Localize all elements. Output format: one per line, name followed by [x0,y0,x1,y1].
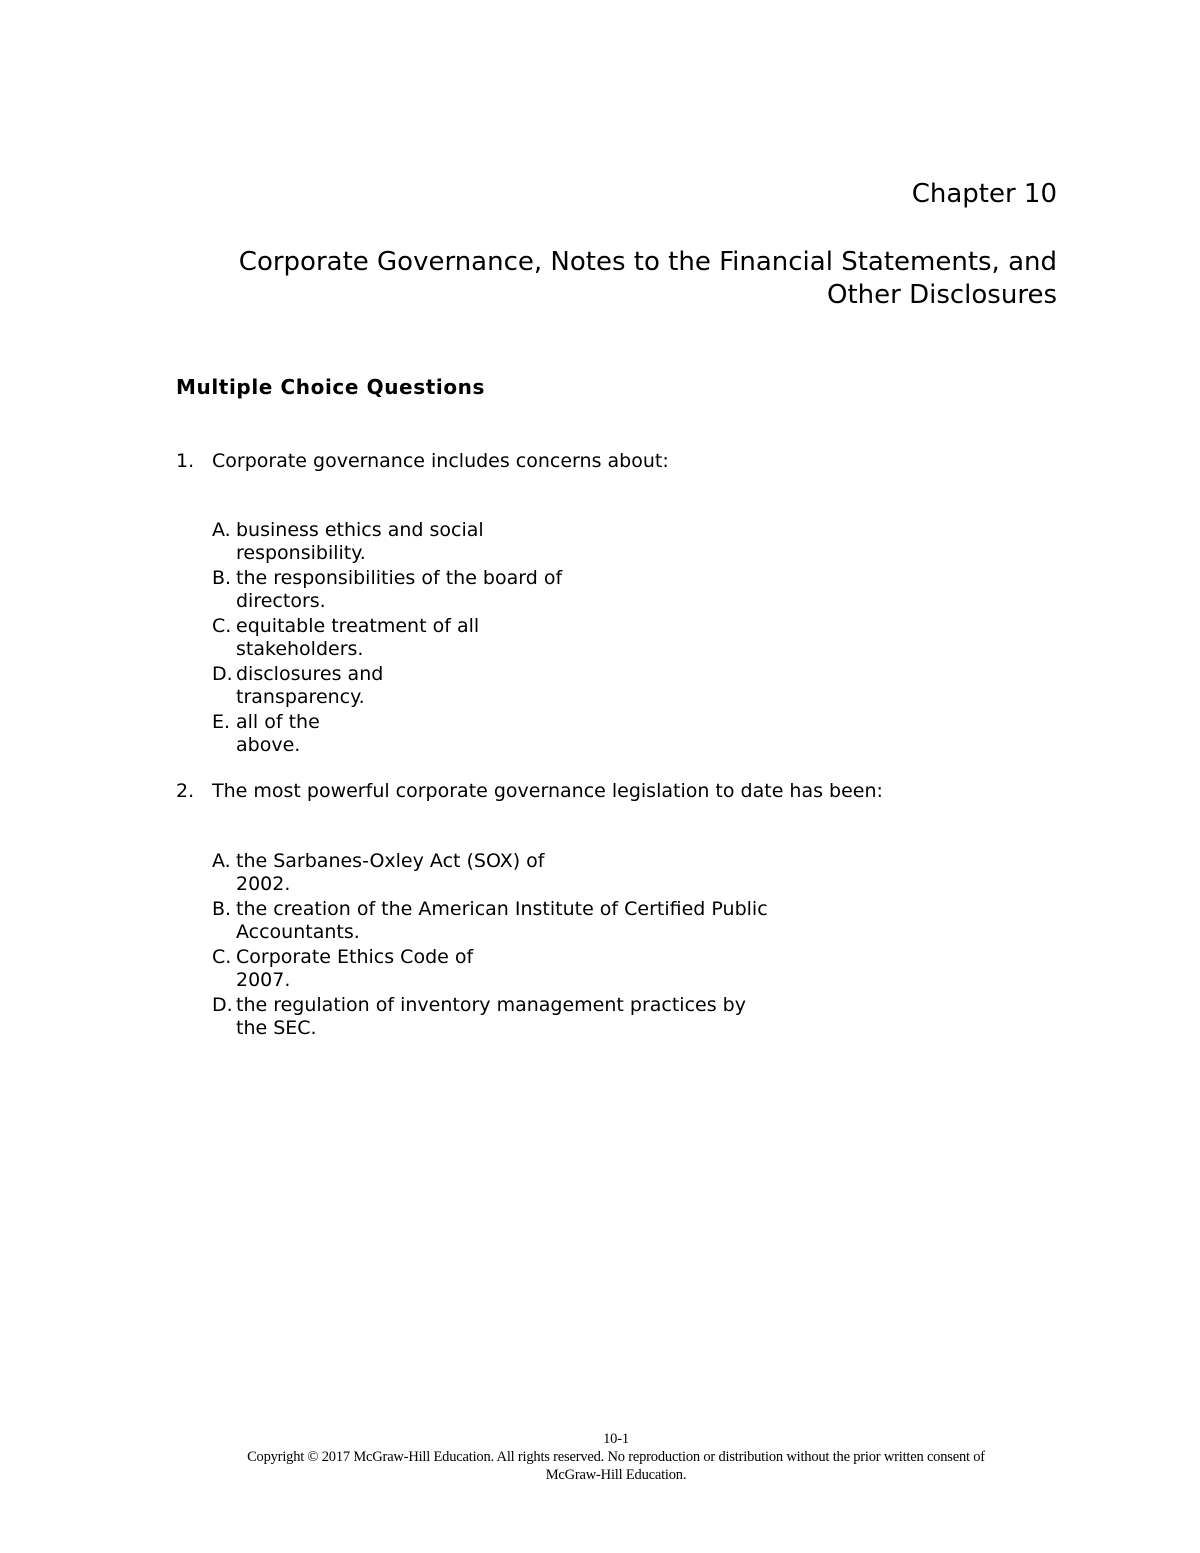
option-letter: B. [212,567,232,589]
option-letter: C. [212,946,232,968]
chapter-title-line-1: Corporate Governance, Notes to the Financial Statements, and [238,247,1057,277]
option-letter: A. [212,850,231,872]
option-letter: A. [212,519,231,541]
option-letter: E. [212,711,231,733]
question-text: Corporate governance includes concerns about: [212,450,669,472]
answer-option-c [212,615,1056,660]
option-text: equitable treatment of all stakeholders. [236,615,480,660]
option-text: disclosures and transparency. [236,663,384,708]
option-text: the responsibilities of the board of directors. [236,567,563,612]
option-text: all of the above. [236,711,320,756]
option-letter: D. [212,994,233,1016]
option-text: Corporate Ethics Code of 2007. [236,946,474,991]
answer-options [212,519,1056,756]
answer-option-d [212,663,1056,708]
answer-option-b [212,898,1056,943]
answer-option-b [212,567,1056,612]
copyright-notice-line-2: McGraw-Hill Education. [545,1467,687,1483]
answer-option-c [212,946,1056,991]
option-text: business ethics and social responsibility. [236,519,484,564]
question-2 [176,778,1056,1042]
question-1 [176,448,1056,759]
question-text: The most powerful corporate governance legislation to date has been: [212,780,883,802]
option-letter: C. [212,615,232,637]
option-text: the regulation of inventory management practices by the SEC. [236,994,746,1039]
page-number: 10-1 [603,1431,629,1447]
question-stem [176,448,1056,474]
chapter-title [157,246,1057,312]
option-letter: B. [212,898,232,920]
option-letter: D. [212,663,233,685]
section-heading: Multiple Choice Questions [176,375,486,399]
option-text: the creation of the American Institute of Certified Public Accountants. [236,898,768,943]
question-number: 2. [176,780,195,802]
copyright-notice-line-1: Copyright © 2017 McGraw-Hill Education. All rights reserved. No reproduction or distribution without the prior written consent of [247,1449,985,1465]
answer-option-e [212,711,1056,756]
question-stem [176,778,1056,804]
answer-option-d [212,994,1056,1039]
chapter-number: Chapter 10 [911,179,1057,209]
answer-option-a [212,850,1056,895]
option-text: the Sarbanes-Oxley Act (SOX) of 2002. [236,850,545,895]
answer-options [212,850,1056,1039]
question-number: 1. [176,450,195,472]
answer-option-a [212,519,1056,564]
chapter-title-line-2: Other Disclosures [827,280,1057,310]
page-footer [150,1430,1082,1484]
